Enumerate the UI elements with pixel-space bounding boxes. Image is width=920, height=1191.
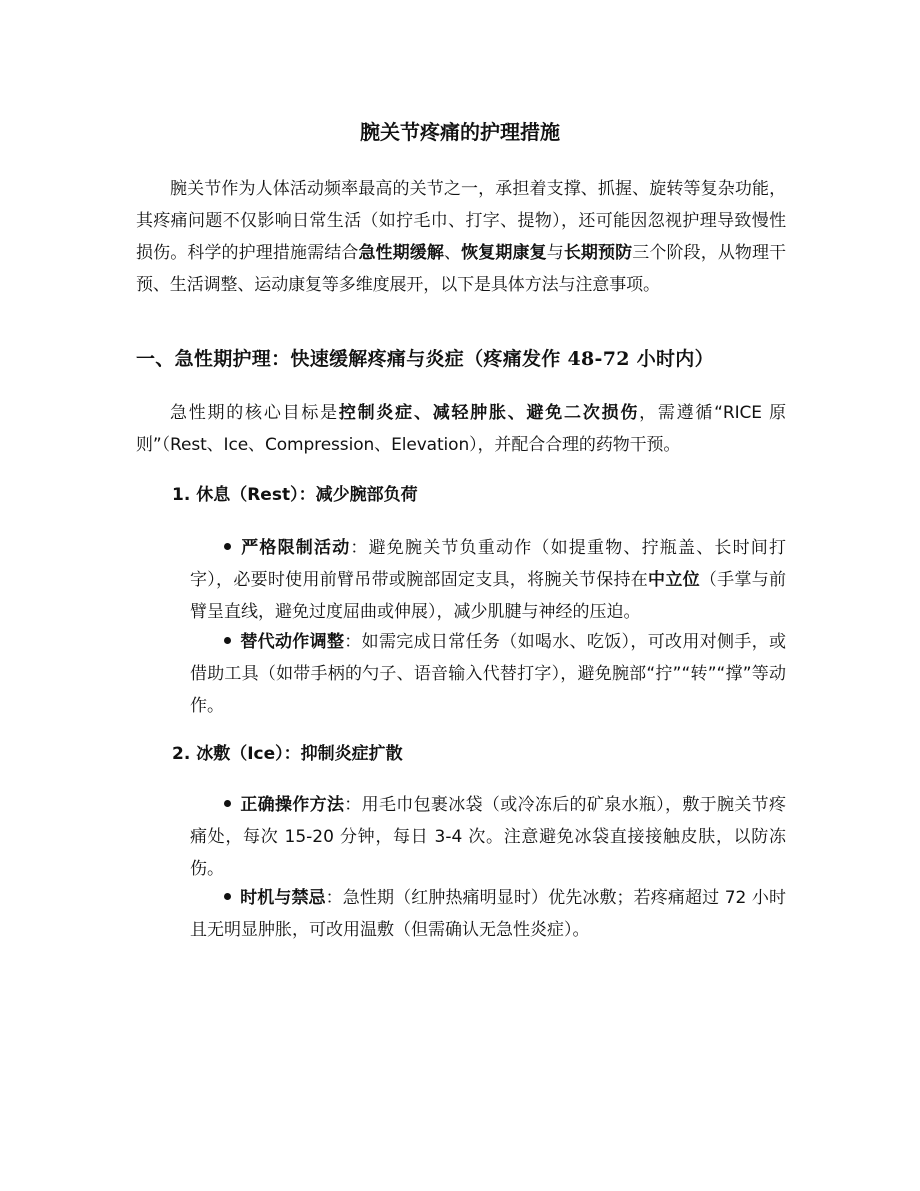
bullet-dot-icon — [224, 800, 231, 807]
list-item — [190, 532, 786, 628]
list-item — [190, 626, 786, 722]
page-title: 腕关节疼痛的护理措施 — [360, 120, 560, 144]
list-item-text: ：用毛巾包裹冰袋（或冷冻后的矿泉水瓶），敷于腕关节疼痛处，每次 15-20 分钟，每日 3-4 次。注意避免冰袋直接接触皮肤，以防冻伤。 — [190, 795, 786, 879]
list-item-text: ：急性期（红肿热痛明显时）优先冰敷；若疼痛超过 72 小时且无明显肿胀，可改用温敷（但需确认无急性炎症）。 — [190, 888, 786, 940]
intro-paragraph — [136, 173, 786, 301]
list-item-text: ：避免腕关节负重动作（如提重物、拧瓶盖、长时间打字），必要时使用前臂吊带或腕部固定支具，将腕关节保持在 — [190, 538, 787, 590]
subheading-rest: 1. 休息（Rest）：减少腕部负荷 — [172, 485, 418, 505]
intro-text-2: 、 — [444, 243, 462, 263]
bullet-dot-icon — [224, 893, 231, 900]
list-item — [190, 789, 786, 885]
bullet-dot-icon — [224, 637, 231, 644]
intro-text-1: 腕关节作为人体活动频率最高的关节之一，承担着支撑、抓握、旋转等复杂功能，其疼痛问题不仅影响日常生活（如拧毛巾、打字、提物），还可能因忽视护理导致慢性损伤。科学的护理措施需结合 — [136, 179, 786, 263]
list-item-text: （手掌与前臂呈直线，避免过度屈曲或伸展），减少肌腱与神经的压迫。 — [190, 570, 787, 622]
section-heading-acute: 一、急性期护理：快速缓解疼痛与炎症（疼痛发作 48-72 小时内） — [136, 348, 714, 370]
intro-text-3: 与 — [546, 243, 564, 263]
subheading-ice: 2. 冰敷（Ice）：抑制炎症扩散 — [172, 744, 403, 764]
acute-lead-text-1: 急性期的核心目标是 — [170, 403, 339, 423]
acute-lead-text-2: ，需遵循“RICE 原则”（Rest、Ice、Compression、Elevation），并配合合理的药物干预。 — [136, 403, 786, 455]
list-item-bold: 正确操作方法 — [240, 795, 345, 815]
bullet-dot-icon — [224, 543, 231, 550]
intro-bold-1: 急性期缓解 — [358, 243, 444, 263]
list-item-bold: 中立位 — [648, 570, 700, 590]
list-item-text: ：如需完成日常任务（如喝水、吃饭），可改用对侧手，或借助工具（如带手柄的勺子、语音输入代替打字），避免腕部“拧”“转”“撑”等动作。 — [190, 632, 786, 716]
list-item-bold: 严格限制活动 — [240, 538, 351, 558]
intro-bold-2: 恢复期康复 — [461, 243, 547, 263]
list-item-bold: 替代动作调整 — [240, 632, 345, 652]
acute-lead-paragraph — [136, 397, 786, 461]
list-item — [190, 882, 786, 946]
acute-lead-bold: 控制炎症、减轻肿胀、避免二次损伤 — [338, 403, 640, 423]
list-item-bold: 时机与禁忌 — [240, 888, 326, 908]
intro-bold-3: 长期预防 — [563, 243, 633, 263]
intro-text-4: 三个阶段，从物理干预、生活调整、运动康复等多维度展开，以下是具体方法与注意事项。 — [136, 243, 787, 295]
